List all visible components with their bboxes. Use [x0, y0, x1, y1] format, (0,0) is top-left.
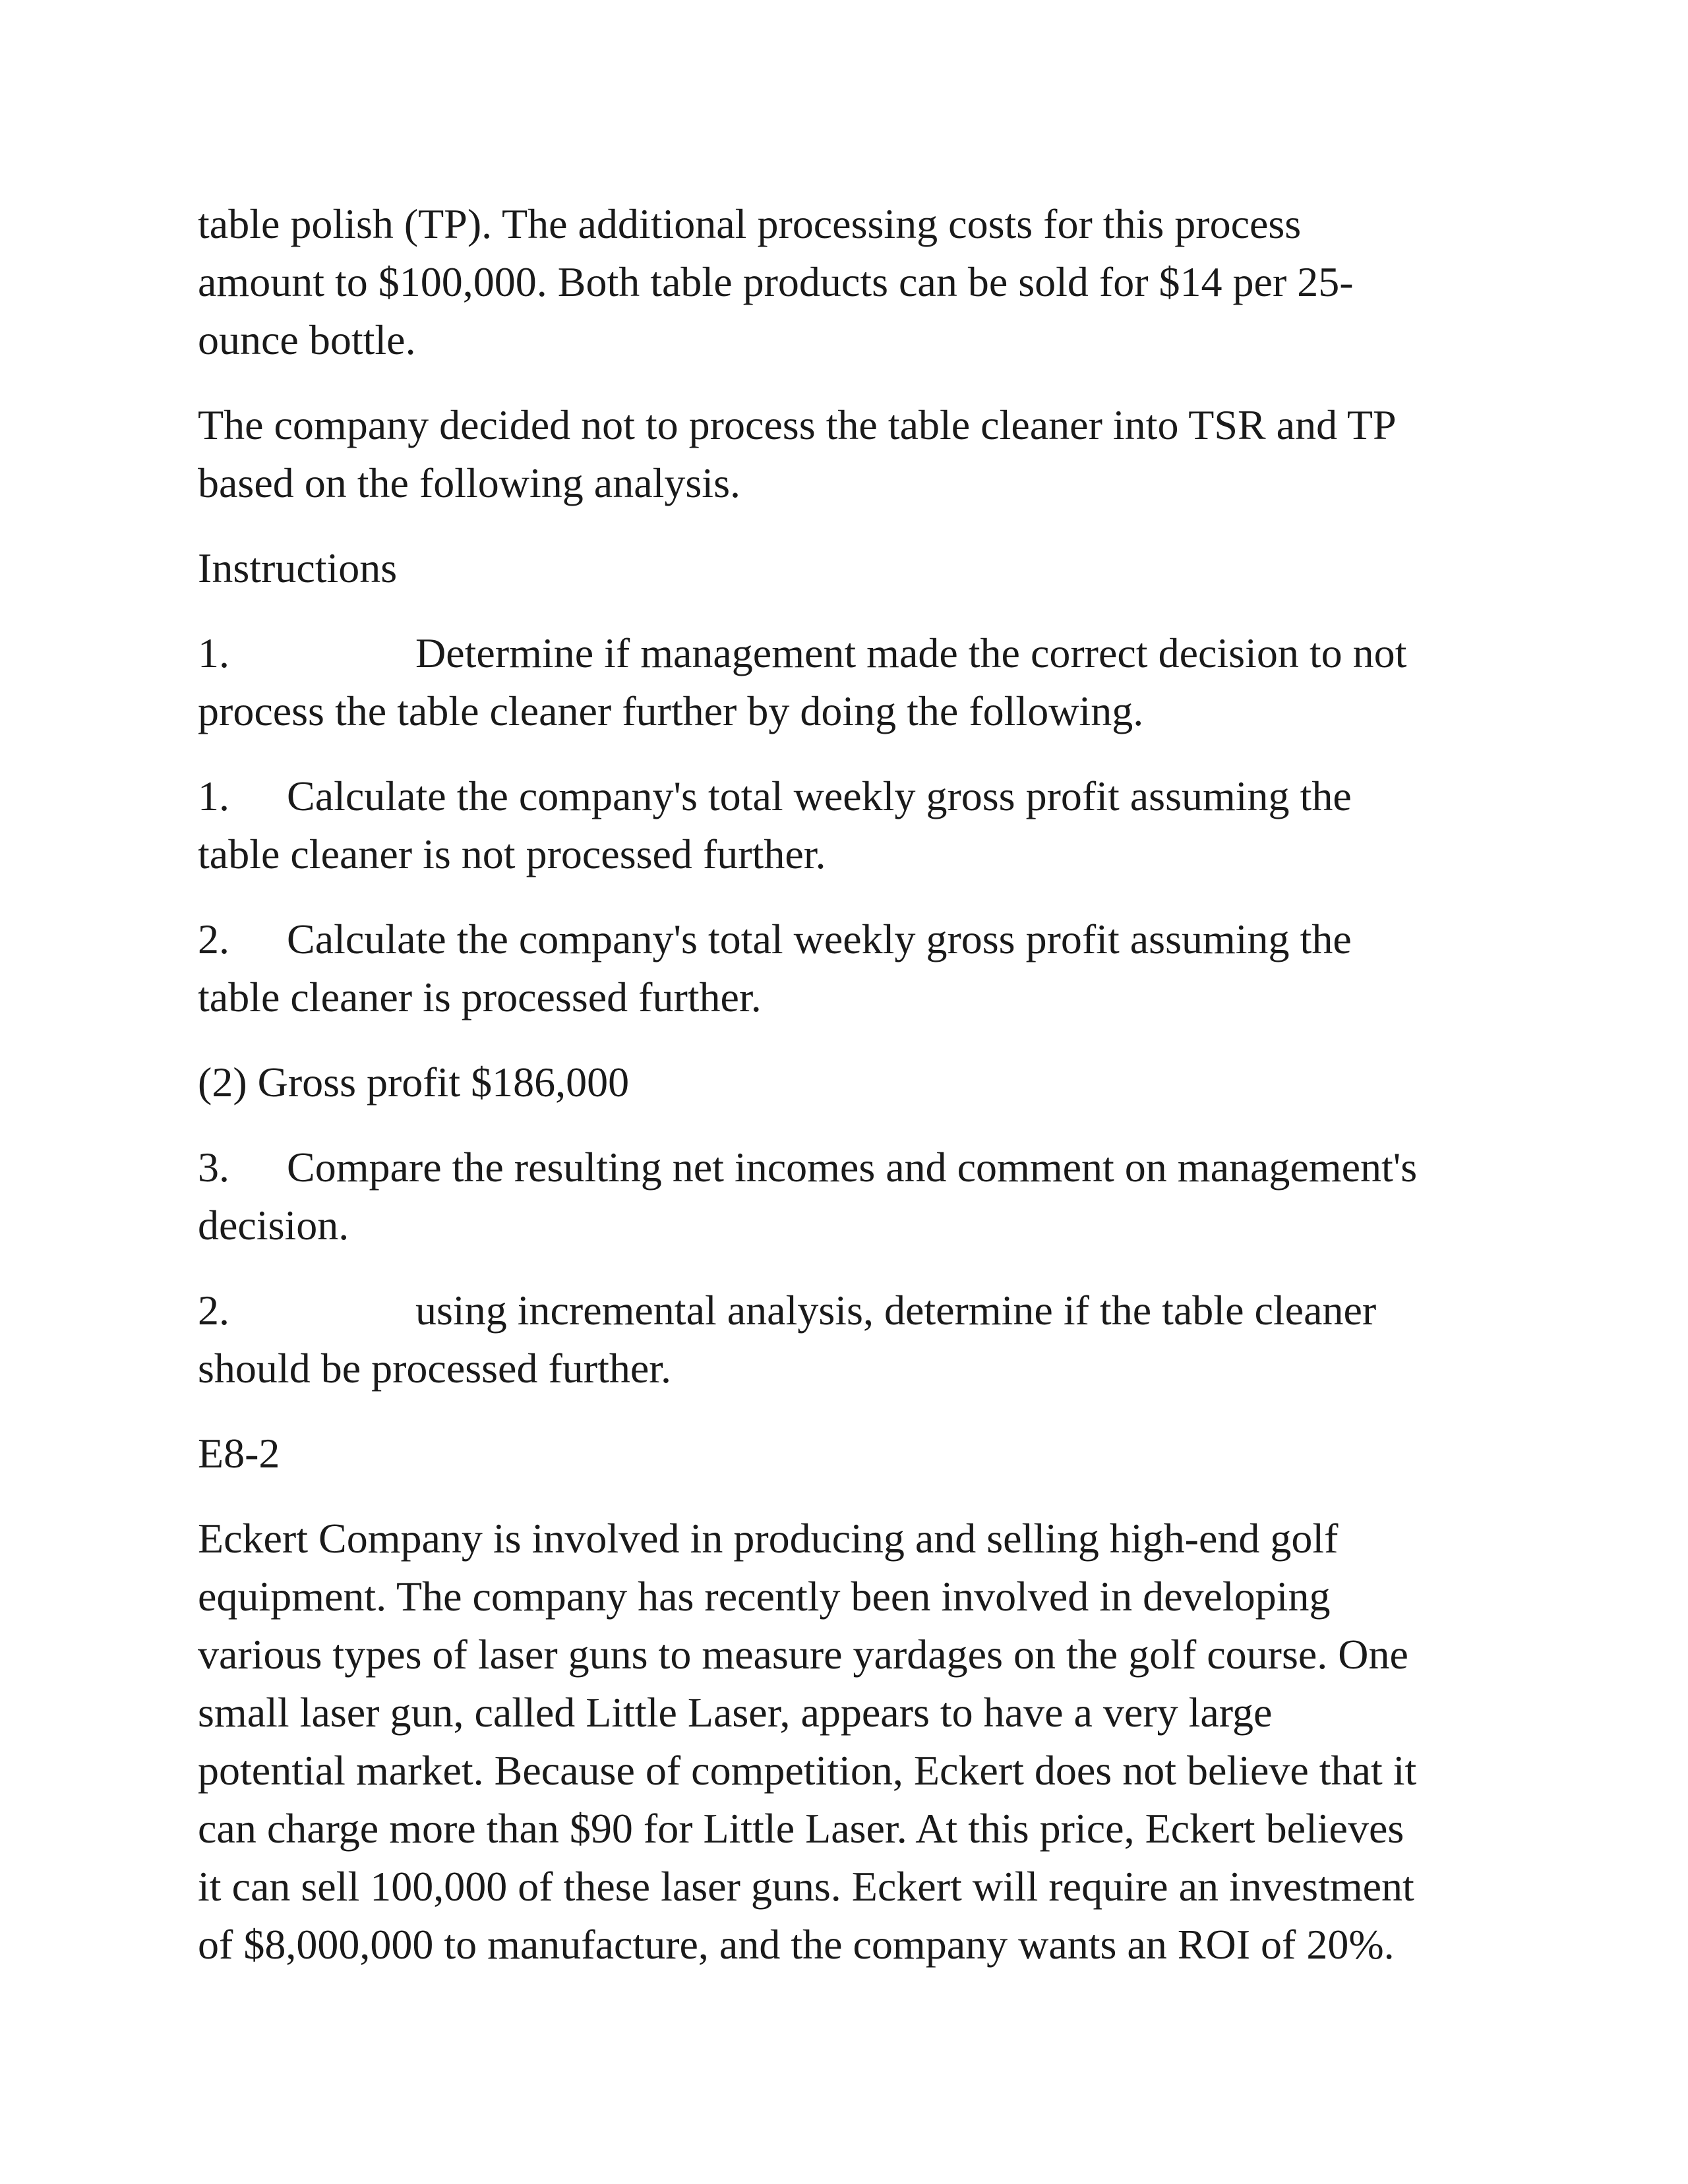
- heading-text: E8-2: [198, 1430, 280, 1477]
- paragraph-company-decision: [198, 396, 1510, 512]
- gross-profit-note: [198, 1053, 1510, 1111]
- text-line: various types of laser guns to measure yardages on the golf course. One: [198, 1631, 1408, 1678]
- instructions-heading: [198, 539, 1510, 597]
- paragraph-table-polish: [198, 195, 1510, 369]
- list-number: 1.: [198, 773, 229, 819]
- text-line: Determine if management made the correct decision to not: [415, 630, 1407, 676]
- text-line: Calculate the company's total weekly gross profit assuming the: [287, 773, 1352, 819]
- text-line: Calculate the company's total weekly gross profit assuming the: [287, 916, 1352, 962]
- text-line: of $8,000,000 to manufacture, and the company wants an ROI of 20%.: [198, 1921, 1395, 1968]
- text-line: table cleaner is not processed further.: [198, 831, 826, 877]
- text-line: using incremental analysis, determine if the table cleaner: [415, 1287, 1377, 1334]
- list-number: 2.: [198, 916, 229, 962]
- text-line: process the table cleaner further by doing the following.: [198, 688, 1144, 734]
- text-line: (2) Gross profit $186,000: [198, 1059, 630, 1106]
- sub-item-1: [198, 767, 1510, 883]
- text-line: small laser gun, called Little Laser, appears to have a very large: [198, 1689, 1273, 1736]
- text-line: it can sell 100,000 of these laser guns. Eckert will require an investment: [198, 1863, 1414, 1910]
- list-number: 2.: [198, 1287, 229, 1334]
- text-line: based on the following analysis.: [198, 459, 740, 506]
- sub-item-3: [198, 1138, 1510, 1254]
- text-line: table cleaner is processed further.: [198, 974, 762, 1020]
- text-line: ounce bottle.: [198, 316, 416, 363]
- paragraph-eckert-company: [198, 1510, 1510, 1974]
- text-line: Eckert Company is involved in producing and selling high-end golf: [198, 1515, 1339, 1562]
- text-line: potential market. Because of competition, Eckert does not believe that it: [198, 1747, 1417, 1794]
- sub-item-2: [198, 910, 1510, 1026]
- text-line: equipment. The company has recently been involved in developing: [198, 1573, 1331, 1620]
- text-line: decision.: [198, 1202, 349, 1249]
- text-line: can charge more than $90 for Little Laser. At this price, Eckert believes: [198, 1805, 1404, 1852]
- instruction-item-1: [198, 624, 1510, 740]
- document-body: [198, 195, 1510, 2001]
- instruction-item-2: [198, 1282, 1510, 1398]
- list-number: 3.: [198, 1144, 229, 1191]
- text-line: The company decided not to process the table cleaner into TSR and TP: [198, 401, 1397, 448]
- exercise-label: [198, 1425, 1510, 1483]
- text-line: should be processed further.: [198, 1345, 672, 1392]
- text-line: table polish (TP). The additional processing costs for this process: [198, 200, 1302, 247]
- heading-text: Instructions: [198, 545, 398, 591]
- text-line: Compare the resulting net incomes and comment on management's: [287, 1144, 1418, 1191]
- text-line: amount to $100,000. Both table products can be sold for $14 per 25-: [198, 258, 1354, 305]
- list-number: 1.: [198, 630, 229, 676]
